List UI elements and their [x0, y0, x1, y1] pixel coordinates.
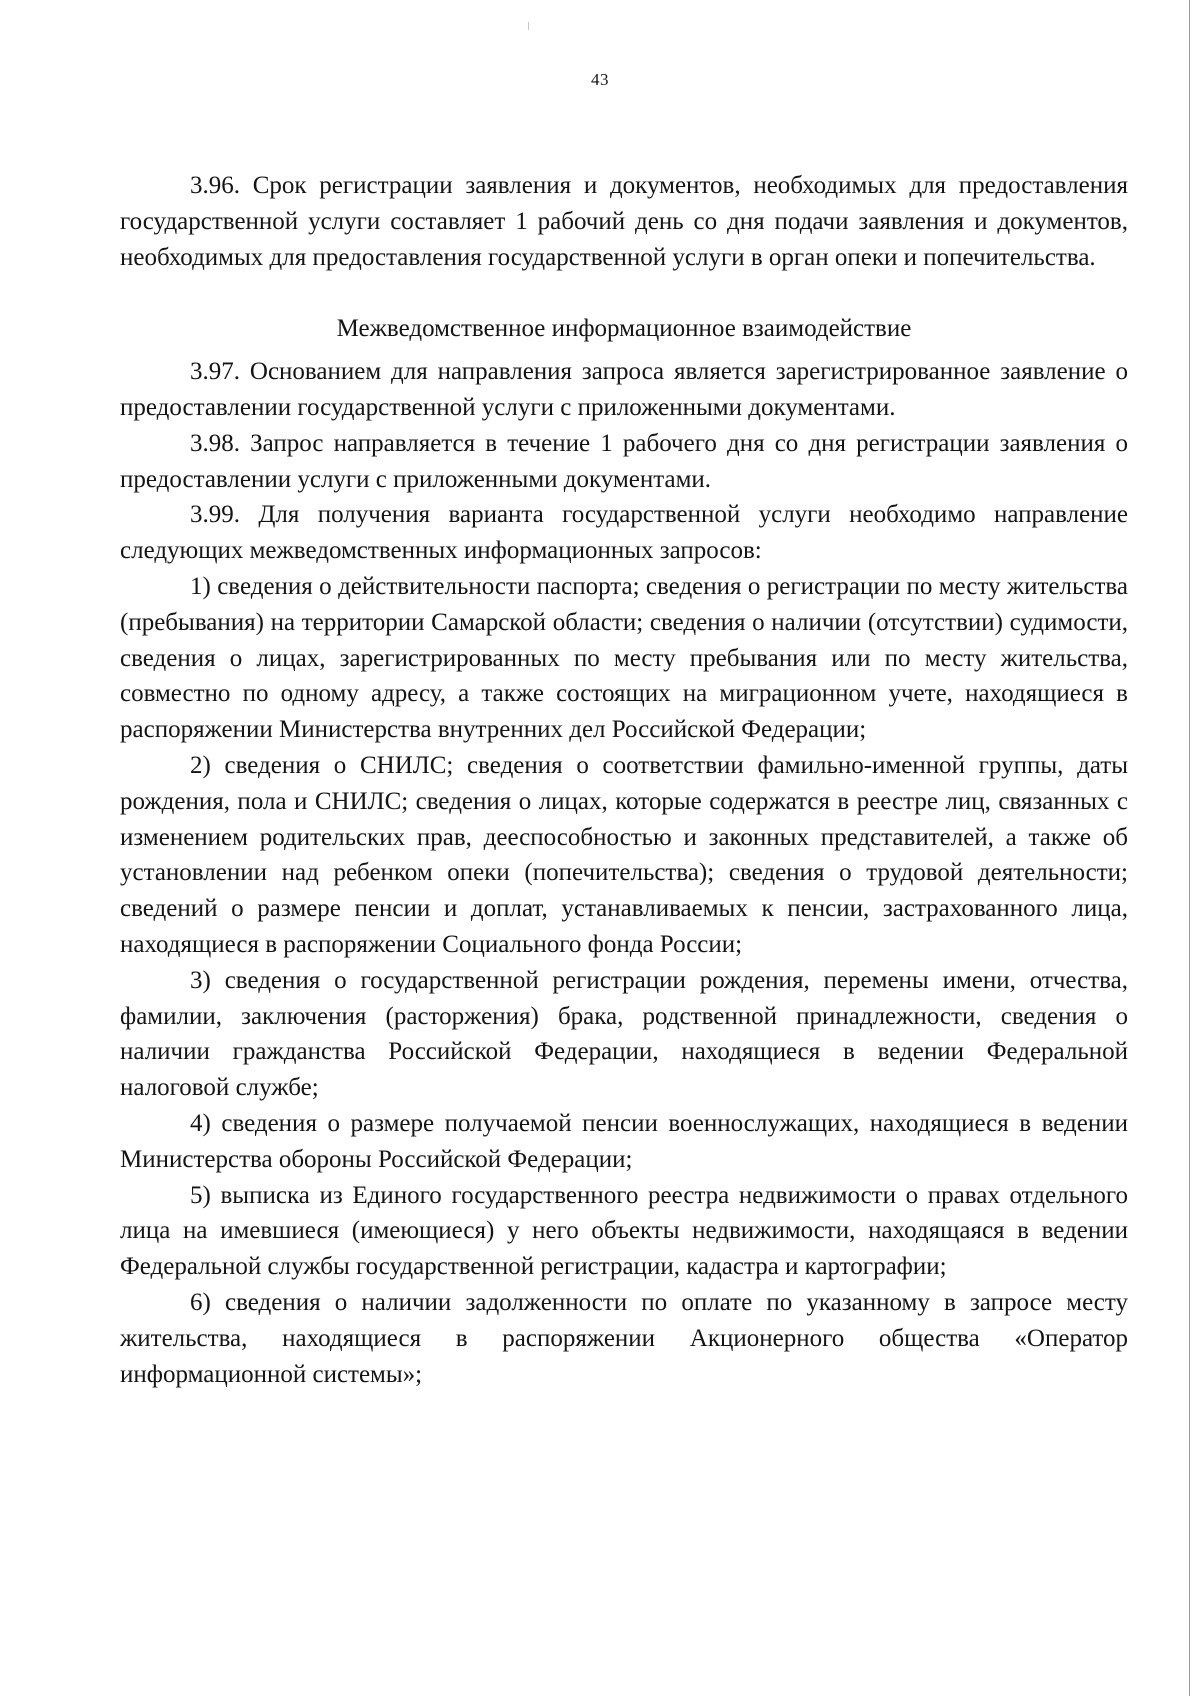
page-edge-line	[1189, 0, 1190, 1696]
scan-artifact	[528, 22, 529, 30]
section-heading: Межведомственное информационное взаимодействие	[336, 315, 912, 343]
list-item-6: 6) сведения о наличии задолженности по оплате по указанному в запросе месту жительства, находящиеся в распоряжении Акционерного общества «Оператор информационной системы»;	[120, 1288, 1128, 1388]
paragraph-3-98: 3.98. Запрос направляется в течение 1 рабочего дня со дня регистрации заявления о предоставлении услуги с приложенными документами.	[120, 429, 1128, 493]
page-number: 43	[591, 70, 609, 89]
list-item-1: 1) сведения о действительности паспорта; сведения о регистрации по месту жительства (пребывания) на территории Самарской области; сведения о наличии (отсутствии) судимости, сведения о лицах, зарегистрированных по месту пребывания или по месту жительства, совместно по одному адресу, а также состоящих на миграционном учете, находящиеся в распоряжении Министерства внутренних дел Российской Федерации;	[120, 572, 1128, 744]
list-item-4: 4) сведения о размере получаемой пенсии военнослужащих, находящиеся в ведении Министерства обороны Российской Федерации;	[120, 1109, 1128, 1173]
paragraph-3-96: 3.96. Срок регистрации заявления и документов, необходимых для предоставления государственной услуги составляет 1 рабочий день со дня подачи заявления и документов, необходимых для предоставления государственной услуги в орган опеки и попечительства.	[120, 172, 1128, 271]
list-item-2: 2) сведения о СНИЛС; сведения о соответствии фамильно-именной группы, даты рождения, пола и СНИЛС; сведения о лицах, которые содержатся в реестре лиц, связанных с изменением родительских прав, дееспособностью и законных представителей, а также об установлении над ребенком опеки (попечительства); сведения о трудовой деятельности; сведений о размере пенсии и доплат, устанавливаемых к пенсии, застрахованного лица, находящиеся в распоряжении Социального фонда России;	[120, 751, 1128, 958]
paragraph-3-97: 3.97. Основанием для направления запроса является зарегистрированное заявление о предоставлении государственной услуги с приложенными документами.	[120, 358, 1128, 421]
paragraph-3-99: 3.99. Для получения варианта государственной услуги необходимо направление следующих межведомственных информационных запросов:	[120, 501, 1128, 565]
list-item-3: 3) сведения о государственной регистрации рождения, перемены имени, отчества, фамилии, заключения (расторжения) брака, родственной принадлежности, сведения о наличии гражданства Российской Федерации, находящиеся в ведении Федеральной налоговой службе;	[120, 966, 1128, 1102]
list-item-5: 5) выписка из Единого государственного реестра недвижимости о правах отдельного лица на имевшиеся (имеющиеся) у него объекты недвижимости, находящаяся в ведении Федеральной службы государственной регистрации, кадастра и картографии;	[120, 1181, 1128, 1281]
document-body	[120, 168, 1128, 1392]
